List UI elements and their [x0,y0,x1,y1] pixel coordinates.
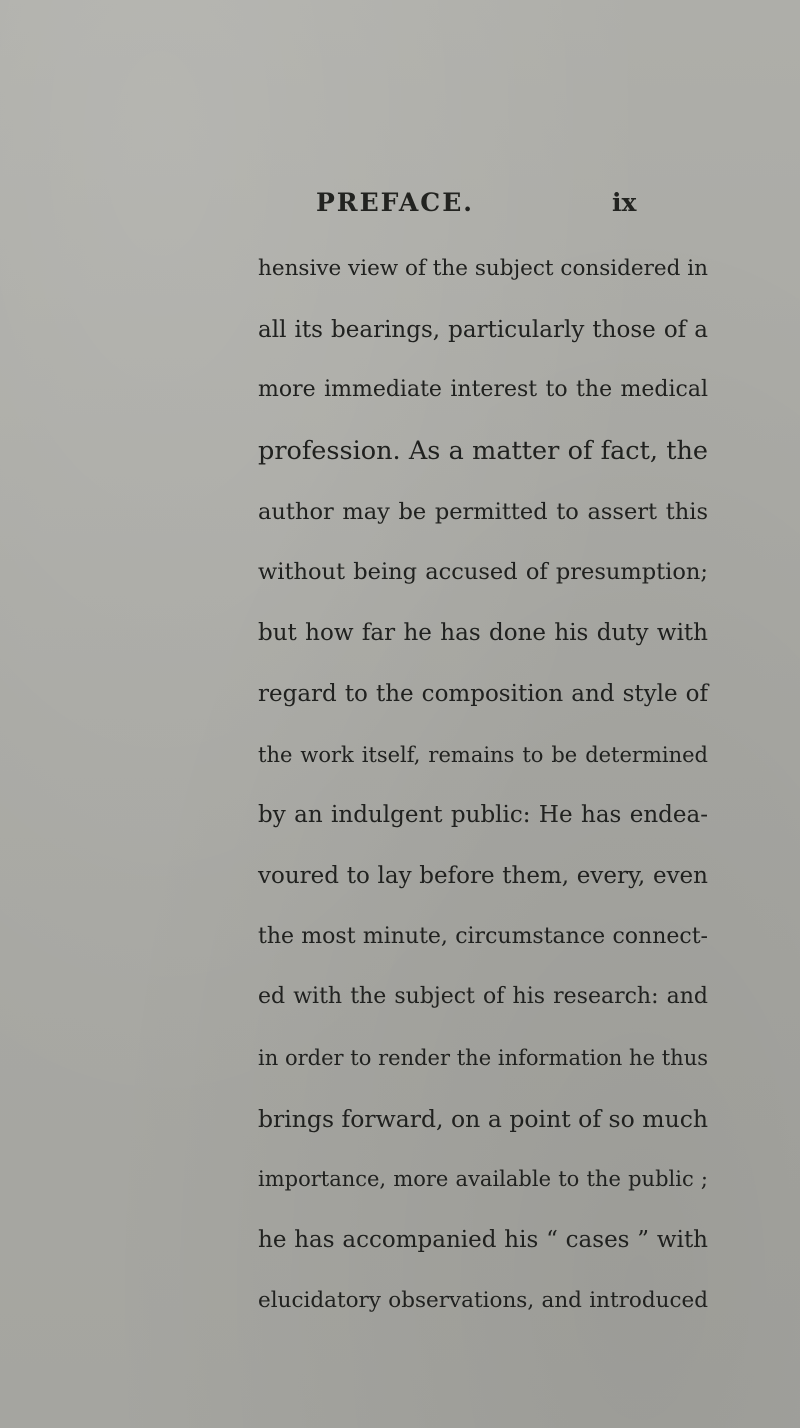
text-line: without being accused of presumption; [258,559,708,586]
text-line: author may be permitted to assert this [258,498,708,525]
text-line: profession. As a matter of fact, the [258,436,708,467]
text-line: in order to render the information he thus [258,1045,708,1070]
text-line: brings forward, on a point of so much [258,1104,708,1133]
text-line: ed with the subject of his research: and [258,984,708,1010]
text-line: more immediate interest to the medical [258,377,708,403]
text-line: voured to lay before them, every, even [258,862,708,889]
text-line: the work itself, remains to be determined [258,742,708,767]
text-line: the most minute, circumstance connect- [258,923,708,949]
running-head [0,188,800,228]
running-head-title: PREFACE. [316,188,474,217]
body-text [258,239,708,1331]
text-line: by an indulgent public: He has endea- [258,802,708,829]
text-line: regard to the composition and style of [258,680,708,707]
page-number: ix [612,188,637,217]
text-line: but how far he has done his duty with [258,620,708,647]
text-line: he has accompanied his “ cases ” with [258,1227,708,1253]
text-line: hensive view of the subject considered in [258,256,708,281]
text-line: importance, more available to the public ; [258,1167,708,1192]
text-line: elucidatory observations, and introduced [258,1287,708,1313]
text-line: all its bearings, particularly those of a [258,316,708,343]
